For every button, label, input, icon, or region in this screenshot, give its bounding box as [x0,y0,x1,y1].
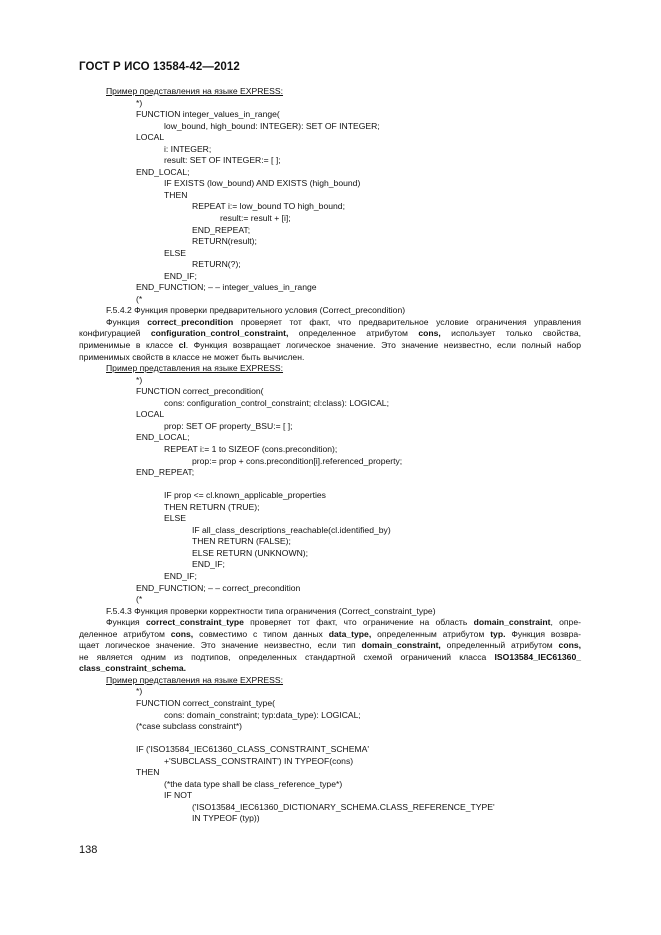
example-label: Пример представления на языке EXPRESS: [106,86,284,96]
blank-line [0,733,661,745]
section-heading: F.5.4.3 Функция проверки корректности типа ограничения (Correct_constraint_type) [106,605,436,616]
document-header: ГОСТ Р ИСО 13584-42—2012 [79,61,240,73]
code-line: *) [136,374,143,385]
code-line: RETURN(result); [192,236,257,247]
code-line: result:= result + [i]; [220,213,291,224]
code-line: (* [136,594,143,605]
code-line: (* [136,293,143,304]
paragraph-line: не является одним из подтипов, определенных стандартной схемой ограничений класса ISO13584_IEC61360_ [79,651,581,662]
code-line: END_IF; [192,559,225,570]
code-line: IF all_class_descriptions_reachable(cl.identified_by) [192,524,391,535]
code-line: ELSE [164,247,186,258]
code-line: ELSE RETURN (UNKNOWN); [192,547,309,558]
code-line: FUNCTION correct_precondition( [136,386,264,397]
code-line: cons: domain_constraint; typ:data_type): LOGICAL; [164,709,361,720]
code-line: FUNCTION integer_values_in_range( [136,109,280,120]
code-line: END_REPEAT; [136,467,195,478]
code-line: END_FUNCTION; – – correct_precondition [136,582,301,593]
page-number: 138 [79,844,98,856]
paragraph-line: применимые в классе cl. Функция возвращает логическое значение. Это значение неизвестно, если полный набор [79,340,581,351]
code-line: END_LOCAL; [136,166,190,177]
code-line: END_LOCAL; [136,432,190,443]
code-line: i: INTEGER; [164,143,212,154]
section-heading: F.5.4.2 Функция проверки предварительного условия (Correct_precondition) [106,305,406,316]
code-line: THEN [136,767,160,778]
code-line: IN TYPEOF (typ)) [192,813,260,824]
paragraph-line: применимых свойств в классе не может быть вычислен. [79,351,305,362]
code-line: THEN [164,189,188,200]
paragraph-line: Функция correct_constraint_type проверяет тот факт, что ограничение на область domain_constraint, опре- [106,617,581,628]
code-line: THEN RETURN (FALSE); [192,536,291,547]
page-body [0,86,661,825]
code-line: low_bound, high_bound: INTEGER): SET OF INTEGER; [164,120,380,131]
code-line: RETURN(?); [192,259,241,270]
code-line: END_REPEAT; [192,224,251,235]
code-line: REPEAT i:= low_bound TO high_bound; [192,201,345,212]
paragraph-line: деленное атрибутом cons, совместимо с типом данных data_type, определенным атрибутом typ. Функция возвра- [79,628,581,639]
code-line: IF NOT [164,790,193,801]
code-line: END_FUNCTION; – – integer_values_in_range [136,282,317,293]
paragraph-line: щает логическое значение. Это значение неизвестно, если тип domain_constraint, определенный атрибутом cons, [79,640,581,651]
code-line: result: SET OF INTEGER:= [ ]; [164,155,281,166]
blank-line [0,479,661,491]
code-line: END_IF; [164,570,197,581]
code-line: IF ('ISO13584_IEC61360_CLASS_CONSTRAINT_SCHEMA' [136,744,370,755]
code-line: *) [136,97,143,108]
code-line: END_IF; [164,270,197,281]
example-label: Пример представления на языке EXPRESS: [106,674,284,685]
code-line: prop: SET OF property_BSU:= [ ]; [164,420,293,431]
code-line: prop:= prop + cons.precondition[i].referenced_property; [192,455,403,466]
paragraph-line: Функция correct_precondition проверяет тот факт, что предварительное условие ограничения управления [106,316,581,327]
code-line: *) [136,686,143,697]
code-line: +'SUBCLASS_CONSTRAINT') IN TYPEOF(cons) [164,755,354,766]
paragraph-line: class_constraint_schema. [79,663,187,674]
code-line: ELSE [164,513,186,524]
code-line: LOCAL [136,409,165,420]
code-line: (*the data type shall be class_reference_type*) [164,778,343,789]
paragraph-line: конфигурацией configuration_control_constraint, определенное атрибутом cons, использует только свойства, [79,328,582,339]
code-line: cons: configuration_control_constraint; cl:class): LOGICAL; [164,397,389,408]
code-line: LOCAL [136,132,165,143]
code-line: THEN RETURN (TRUE); [164,501,260,512]
code-line: FUNCTION correct_constraint_type( [136,697,275,708]
code-line: ('ISO13584_IEC61360_DICTIONARY_SCHEMA.CLASS_REFERENCE_TYPE' [192,801,495,812]
code-line: IF prop <= cl.known_applicable_properties [164,490,326,501]
code-line: REPEAT i:= 1 to SIZEOF (cons.precondition); [164,443,338,454]
code-line: IF EXISTS (low_bound) AND EXISTS (high_bound) [164,178,361,189]
example-label: Пример представления на языке EXPRESS: [106,363,284,374]
code-line: (*case subclass constraint*) [136,721,243,732]
